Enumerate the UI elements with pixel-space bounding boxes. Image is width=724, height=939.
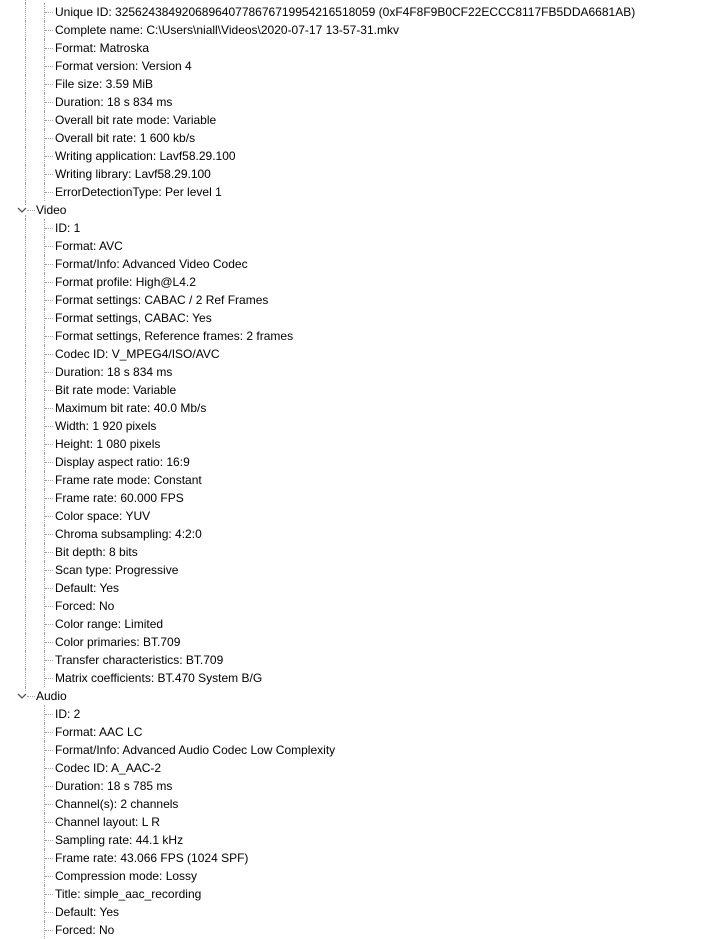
tree-branch-line bbox=[45, 138, 53, 139]
tree-item-label: Duration: 18 s 785 ms bbox=[55, 779, 173, 793]
tree-connector-line bbox=[25, 543, 26, 561]
tree-connector-line bbox=[25, 651, 26, 669]
tree-item[interactable] bbox=[0, 921, 724, 939]
tree-item[interactable] bbox=[0, 111, 724, 129]
tree-item[interactable] bbox=[0, 597, 724, 615]
tree-branch-line bbox=[45, 732, 53, 733]
tree-item[interactable] bbox=[0, 165, 724, 183]
tree-connector-line bbox=[25, 633, 26, 651]
tree-branch-line bbox=[45, 444, 53, 445]
tree-branch-line bbox=[45, 480, 53, 481]
tree-branch-line bbox=[45, 822, 53, 823]
tree-branch-line bbox=[45, 498, 53, 499]
tree-connector-line bbox=[25, 291, 26, 309]
tree-branch-line bbox=[45, 606, 53, 607]
tree-item[interactable] bbox=[0, 3, 724, 21]
tree-item-label: Default: Yes bbox=[55, 581, 120, 595]
tree-item-label: Overall bit rate: 1 600 kb/s bbox=[55, 131, 196, 145]
tree-item-label: Format settings, CABAC: Yes bbox=[55, 311, 212, 325]
tree-branch-line bbox=[45, 372, 53, 373]
tree-item-label: Unique ID: 325624384920689640778676719954216518059 (0xF4F8F9B0CF22ECCC8117FB5DDA6681AB) bbox=[55, 5, 636, 19]
tree-connector-line bbox=[25, 507, 26, 525]
chevron-down-icon[interactable] bbox=[17, 692, 27, 700]
tree-connector-line bbox=[25, 381, 26, 399]
tree-item-label: Format: Matroska bbox=[55, 41, 150, 55]
tree-connector-line bbox=[25, 165, 26, 183]
tree-item[interactable] bbox=[0, 525, 724, 543]
tree-item-label: Width: 1 920 pixels bbox=[55, 419, 157, 433]
tree-item-label: Codec ID: A_AAC-2 bbox=[55, 761, 162, 775]
tree-connector-line bbox=[25, 363, 26, 381]
tree-item-label: Matrix coefficients: BT.470 System B/G bbox=[55, 671, 263, 685]
tree-item[interactable] bbox=[0, 399, 724, 417]
tree-section-label: Video bbox=[36, 203, 67, 217]
tree-item[interactable] bbox=[0, 471, 724, 489]
tree-item-label: Maximum bit rate: 40.0 Mb/s bbox=[55, 401, 207, 415]
tree-item-label: Chroma subsampling: 4:2:0 bbox=[55, 527, 202, 541]
tree-connector-line bbox=[25, 669, 26, 687]
tree-item[interactable] bbox=[0, 795, 724, 813]
tree-item-label: Scan type: Progressive bbox=[55, 563, 179, 577]
tree-connector-line bbox=[25, 237, 26, 255]
tree-item-label: Color primaries: BT.709 bbox=[55, 635, 181, 649]
tree-branch-line bbox=[45, 426, 53, 427]
tree-item[interactable] bbox=[0, 813, 724, 831]
tree-item[interactable] bbox=[0, 903, 724, 921]
tree-connector-line bbox=[25, 687, 26, 691]
tree-branch-line bbox=[45, 894, 53, 895]
tree-branch-line bbox=[45, 84, 53, 85]
tree-connector-line bbox=[25, 327, 26, 345]
tree-item-label: Format/Info: Advanced Video Codec bbox=[55, 257, 248, 271]
tree-connector-line bbox=[25, 219, 26, 237]
tree-item-label: ID: 1 bbox=[55, 221, 81, 235]
tree-branch-line bbox=[45, 30, 53, 31]
tree-item-label: Color range: Limited bbox=[55, 617, 164, 631]
tree-item[interactable] bbox=[0, 543, 724, 561]
tree-branch-line bbox=[45, 120, 53, 121]
tree-connector-line bbox=[25, 57, 26, 75]
tree-branch-line bbox=[45, 408, 53, 409]
tree-item[interactable] bbox=[0, 759, 724, 777]
tree-item-label: Color space: YUV bbox=[55, 509, 151, 523]
tree-item-label: Bit depth: 8 bits bbox=[55, 545, 138, 559]
tree-item[interactable] bbox=[0, 219, 724, 237]
tree-branch-line bbox=[45, 858, 53, 859]
tree-item[interactable] bbox=[0, 39, 724, 57]
tree-connector-line bbox=[25, 255, 26, 273]
tree-item-label: Bit rate mode: Variable bbox=[55, 383, 177, 397]
tree-item-label: Frame rate mode: Constant bbox=[55, 473, 202, 487]
tree-item[interactable] bbox=[0, 651, 724, 669]
tree-item-label: ID: 2 bbox=[55, 707, 81, 721]
tree-item-label: ErrorDetectionType: Per level 1 bbox=[55, 185, 222, 199]
tree-item[interactable] bbox=[0, 273, 724, 291]
tree-item[interactable] bbox=[0, 435, 724, 453]
tree-connector-line bbox=[25, 111, 26, 129]
tree-branch-line bbox=[45, 48, 53, 49]
tree-item-label: Writing library: Lavf58.29.100 bbox=[55, 167, 211, 181]
tree-branch-line bbox=[45, 246, 53, 247]
tree-item-label: Format settings: CABAC / 2 Ref Frames bbox=[55, 293, 269, 307]
tree-connector-line bbox=[25, 147, 26, 165]
tree-branch-line bbox=[45, 390, 53, 391]
tree-branch-line bbox=[45, 750, 53, 751]
tree-connector-line bbox=[25, 183, 26, 201]
tree-branch-line bbox=[45, 552, 53, 553]
tree-item-label: Height: 1 080 pixels bbox=[55, 437, 161, 451]
tree-item-label: Forced: No bbox=[55, 923, 115, 937]
tree-item-label: Writing application: Lavf58.29.100 bbox=[55, 149, 236, 163]
tree-connector-line bbox=[25, 453, 26, 471]
tree-item-label: Duration: 18 s 834 ms bbox=[55, 95, 173, 109]
tree-branch-line bbox=[45, 624, 53, 625]
tree-branch-line bbox=[45, 804, 53, 805]
tree-item-label: Default: Yes bbox=[55, 905, 120, 919]
tree-item[interactable] bbox=[0, 615, 724, 633]
tree-branch-line bbox=[45, 678, 53, 679]
tree-connector-line bbox=[25, 3, 26, 21]
tree-item[interactable] bbox=[0, 579, 724, 597]
tree-section-video[interactable] bbox=[0, 201, 724, 219]
tree-branch-line bbox=[45, 336, 53, 337]
tree-connector-line bbox=[25, 201, 26, 205]
tree-branch-line bbox=[45, 516, 53, 517]
tree-item-label: Frame rate: 60.000 FPS bbox=[55, 491, 184, 505]
tree-item[interactable] bbox=[0, 633, 724, 651]
tree-item[interactable] bbox=[0, 777, 724, 795]
tree-branch-line bbox=[45, 156, 53, 157]
tree-item-label: Channel(s): 2 channels bbox=[55, 797, 179, 811]
tree-item[interactable] bbox=[0, 831, 724, 849]
tree-connector-line bbox=[25, 129, 26, 147]
tree-item-label: Duration: 18 s 834 ms bbox=[55, 365, 173, 379]
tree-branch-line bbox=[45, 354, 53, 355]
tree-item[interactable] bbox=[0, 381, 724, 399]
tree-branch-line bbox=[45, 588, 53, 589]
tree-connector-line bbox=[25, 417, 26, 435]
tree-branch-line bbox=[45, 660, 53, 661]
tree-branch-line bbox=[45, 786, 53, 787]
tree-item-label: Channel layout: L R bbox=[55, 815, 160, 829]
tree-item[interactable] bbox=[0, 75, 724, 93]
tree-branch-line bbox=[45, 102, 53, 103]
tree-branch-line bbox=[45, 930, 53, 931]
tree-branch-line bbox=[45, 768, 53, 769]
tree-item[interactable] bbox=[0, 309, 724, 327]
tree-item[interactable] bbox=[0, 237, 724, 255]
tree-item[interactable] bbox=[0, 741, 724, 759]
tree-branch-line bbox=[45, 318, 53, 319]
tree-connector-line bbox=[25, 93, 26, 111]
tree-item-label: Forced: No bbox=[55, 599, 115, 613]
tree-section-label: Audio bbox=[36, 689, 67, 703]
tree-connector-line bbox=[25, 525, 26, 543]
tree-connector-line bbox=[25, 399, 26, 417]
tree-item[interactable] bbox=[0, 705, 724, 723]
chevron-down-icon[interactable] bbox=[17, 206, 27, 214]
tree-branch-line bbox=[45, 192, 53, 193]
tree-branch-line bbox=[45, 642, 53, 643]
tree-item[interactable] bbox=[0, 561, 724, 579]
tree-item[interactable] bbox=[0, 669, 724, 687]
tree-connector-line bbox=[25, 579, 26, 597]
tree-item-label: Compression mode: Lossy bbox=[55, 869, 198, 883]
tree-item-label: Complete name: C:\Users\niall\Videos\2020-07-17 13-57-31.mkv bbox=[55, 23, 399, 37]
tree-item-label: Overall bit rate mode: Variable bbox=[55, 113, 217, 127]
tree-branch-line bbox=[45, 534, 53, 535]
tree-item[interactable] bbox=[0, 327, 724, 345]
tree-item[interactable] bbox=[0, 867, 724, 885]
tree-item[interactable] bbox=[0, 129, 724, 147]
tree-branch-line bbox=[45, 12, 53, 13]
tree-connector-line bbox=[25, 75, 26, 93]
tree-item[interactable] bbox=[0, 489, 724, 507]
tree-item[interactable] bbox=[0, 723, 724, 741]
tree-branch-line bbox=[45, 714, 53, 715]
tree-connector-line bbox=[25, 435, 26, 453]
tree-branch-line bbox=[45, 228, 53, 229]
tree-item[interactable] bbox=[0, 453, 724, 471]
tree-item-label: Format profile: High@L4.2 bbox=[55, 275, 196, 289]
tree-item-label: Format version: Version 4 bbox=[55, 59, 192, 73]
tree-item-label: Format/Info: Advanced Audio Codec Low Complexity bbox=[55, 743, 336, 757]
tree-branch-line bbox=[45, 174, 53, 175]
tree-branch-line bbox=[45, 282, 53, 283]
tree-item-label: Format: AAC LC bbox=[55, 725, 143, 739]
tree-item-label: Transfer characteristics: BT.709 bbox=[55, 653, 224, 667]
tree-item[interactable] bbox=[0, 147, 724, 165]
tree-item[interactable] bbox=[0, 21, 724, 39]
tree-item[interactable] bbox=[0, 345, 724, 363]
tree-connector-line bbox=[25, 309, 26, 327]
tree-branch-line bbox=[45, 912, 53, 913]
tree-item-label: Format settings, Reference frames: 2 frames bbox=[55, 329, 294, 343]
tree-item-label: Sampling rate: 44.1 kHz bbox=[55, 833, 184, 847]
tree-item-label: Format: AVC bbox=[55, 239, 123, 253]
tree-branch-line bbox=[45, 66, 53, 67]
tree-item-label: File size: 3.59 MiB bbox=[55, 77, 154, 91]
tree-item[interactable] bbox=[0, 885, 724, 903]
tree-connector-line bbox=[25, 39, 26, 57]
tree-connector-line bbox=[25, 21, 26, 39]
tree-connector-line bbox=[25, 615, 26, 633]
tree-item[interactable] bbox=[0, 417, 724, 435]
tree-connector-line bbox=[25, 489, 26, 507]
tree-branch-line bbox=[45, 570, 53, 571]
tree-connector-line bbox=[25, 597, 26, 615]
tree-item-label: Frame rate: 43.066 FPS (1024 SPF) bbox=[55, 851, 249, 865]
tree-branch-line bbox=[45, 840, 53, 841]
tree-item[interactable] bbox=[0, 57, 724, 75]
tree-item[interactable] bbox=[0, 255, 724, 273]
tree-connector-line bbox=[25, 345, 26, 363]
tree-item[interactable] bbox=[0, 291, 724, 309]
tree-branch-line bbox=[27, 210, 35, 211]
tree-connector-line bbox=[25, 273, 26, 291]
tree-item[interactable] bbox=[0, 183, 724, 201]
tree-item-label: Codec ID: V_MPEG4/ISO/AVC bbox=[55, 347, 220, 361]
tree-section-audio[interactable] bbox=[0, 687, 724, 705]
tree-branch-line bbox=[45, 264, 53, 265]
tree-item[interactable] bbox=[0, 93, 724, 111]
tree-item[interactable] bbox=[0, 507, 724, 525]
tree-branch-line bbox=[45, 300, 53, 301]
tree-item[interactable] bbox=[0, 363, 724, 381]
tree-branch-line bbox=[45, 462, 53, 463]
tree-branch-line bbox=[45, 876, 53, 877]
tree-item[interactable] bbox=[0, 849, 724, 867]
tree-connector-line bbox=[25, 561, 26, 579]
tree-item-label: Display aspect ratio: 16:9 bbox=[55, 455, 190, 469]
tree-item-label: Title: simple_aac_recording bbox=[55, 887, 202, 901]
tree-branch-line bbox=[27, 696, 35, 697]
tree-connector-line bbox=[25, 471, 26, 489]
